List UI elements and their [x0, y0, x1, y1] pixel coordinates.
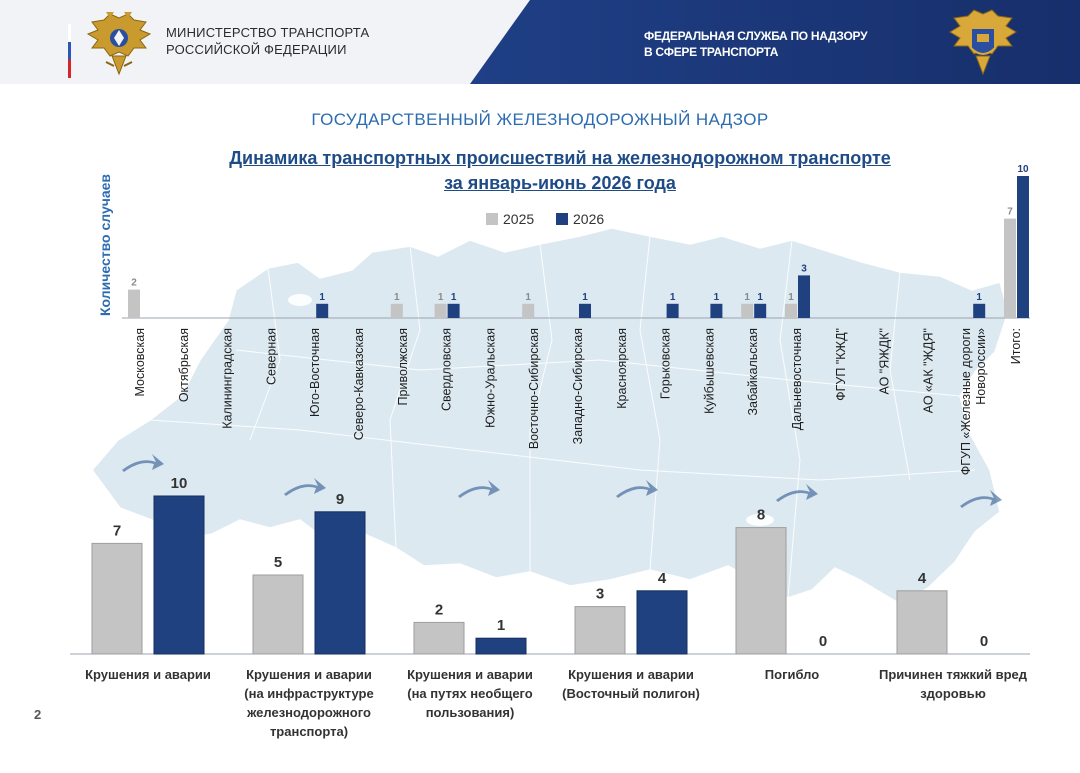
category-label: Куйбышевская [702, 328, 717, 414]
data-label-2026: 1 [713, 291, 720, 303]
bar-2026 [448, 304, 460, 318]
summary-label-2026: 4 [657, 569, 667, 587]
summary-label-2026: 1 [496, 617, 506, 635]
summary-category-label-line: Крушения и аварии [407, 667, 533, 682]
summary-category-label-line: Причинен тяжкий вред [878, 667, 1028, 682]
bar-2026 [1017, 176, 1029, 318]
data-label-2025: 1 [525, 291, 531, 303]
summary-category-label [879, 667, 1028, 701]
bar-2026 [798, 275, 810, 318]
bar-2026 [973, 304, 985, 318]
agency-line-1: ФЕДЕРАЛЬНАЯ СЛУЖБА ПО НАДЗОРУ [644, 29, 868, 43]
summary-category-label-line: Крушения и аварии [246, 667, 372, 682]
summary-bar-2026 [154, 496, 204, 654]
category-label: Восточно-Сибирская [527, 328, 542, 450]
data-label-2025: 1 [437, 291, 444, 303]
bar-2025 [391, 304, 403, 318]
category-label: Итого: [1009, 328, 1023, 365]
map-lake-shape [288, 294, 312, 306]
legend-swatch-2025 [486, 213, 498, 225]
legend-label-2026: 2026 [573, 211, 605, 227]
data-label-2025: 7 [1007, 206, 1013, 218]
bar-2026 [754, 304, 766, 318]
data-label-2026: 1 [450, 291, 457, 303]
category-label-line: Новороссии» [974, 328, 989, 405]
data-label-2026: 1 [669, 291, 676, 303]
data-label-2025: 2 [131, 277, 137, 289]
bar-2026 [667, 304, 679, 318]
summary-category-label-line: Погибло [764, 667, 820, 682]
category-label: АО «АК "ЖДЯ" [921, 328, 936, 414]
legend [486, 211, 604, 227]
data-label-2025: 1 [394, 291, 400, 303]
bar-2025 [785, 304, 797, 318]
section-title: ГОСУДАРСТВЕННЫЙ ЖЕЛЕЗНОДОРОЖНЫЙ НАДЗОР [311, 110, 769, 129]
bar-2025 [741, 304, 753, 318]
bar-2025 [435, 304, 447, 318]
legend-label-2025: 2025 [503, 211, 535, 227]
summary-bar-2025 [253, 575, 303, 654]
category-label: Дальневосточная [790, 328, 804, 431]
summary-category-label-line: пользования) [425, 705, 515, 720]
data-label-2026: 1 [976, 291, 982, 303]
category-label: Красноярская [614, 328, 629, 409]
summary-category-label [765, 667, 819, 682]
legend-swatch-2026 [556, 213, 568, 225]
summary-category-label-line: (на инфраструктуре [244, 686, 374, 701]
summary-category-label [407, 667, 533, 720]
bar-2026 [710, 304, 722, 318]
category-label: ФГУП "КЖД" [833, 328, 848, 401]
bar-2025 [128, 290, 140, 318]
summary-label-2026: 9 [335, 490, 345, 508]
ministry-line-2: РОССИЙСКОЙ ФЕДЕРАЦИИ [166, 42, 347, 57]
agency-line-2: В СФЕРЕ ТРАНСПОРТА [644, 45, 779, 59]
bar-2025 [522, 304, 534, 318]
summary-bar-2025 [575, 607, 625, 654]
category-label-line: ФГУП «Железные дороги [959, 328, 974, 476]
summary-label-2025: 3 [595, 585, 605, 603]
summary-label-2026: 10 [170, 475, 188, 492]
summary-category-label-line: Крушения и аварии [85, 667, 211, 682]
summary-label-2025: 4 [917, 569, 927, 587]
category-label: Октябрьская [176, 328, 191, 403]
chart-title-line-1: Динамика транспортных происшествий на железнодорожном транспорте [229, 148, 891, 168]
summary-category-label [85, 667, 211, 682]
category-label: Северная [264, 328, 279, 386]
summary-label-2025: 5 [273, 554, 283, 571]
category-label: Калининградская [220, 328, 235, 429]
data-label-2025: 1 [744, 291, 750, 303]
summary-category-label [244, 667, 373, 739]
category-label: Юго-Восточная [308, 328, 323, 417]
ministry-line-1: МИНИСТЕРСТВО ТРАНСПОРТА [166, 25, 370, 40]
summary-category-label [562, 667, 700, 701]
category-label: Западно-Сибирская [571, 328, 585, 445]
summary-category-label-line: здоровью [920, 686, 986, 701]
summary-label-2025: 8 [756, 506, 766, 524]
summary-label-2025: 7 [112, 522, 122, 540]
data-label-2026: 1 [319, 291, 325, 303]
category-label: Горьковская [658, 328, 673, 400]
summary-category-label-line: Крушения и аварии [568, 667, 694, 682]
page-number: 2 [34, 707, 42, 722]
category-label: Южно-Уральская [483, 328, 498, 428]
summary-label-2025: 2 [434, 601, 444, 619]
summary-label-2026: 0 [818, 633, 828, 650]
summary-bar-2026 [637, 591, 687, 654]
data-label-2025: 1 [788, 291, 794, 303]
summary-bar-2025 [92, 543, 142, 654]
summary-label-2026: 0 [979, 633, 989, 650]
chart-title-line-2: за январь-июнь 2026 года [444, 173, 676, 193]
summary-category-label-line: железнодорожного [247, 705, 371, 720]
summary-category-label-line: транспорта) [269, 724, 349, 739]
bar-2026 [579, 304, 591, 318]
bar-2025 [1004, 219, 1016, 318]
category-label: Свердловская [439, 328, 454, 412]
data-label-2026: 10 [1017, 164, 1029, 175]
summary-category-label-line: (на путях необщего [407, 686, 533, 701]
summary-bar-2026 [315, 512, 365, 654]
summary-category-label-line: (Восточный полигон) [562, 686, 700, 701]
summary-bar-2026 [476, 638, 526, 654]
category-label: Приволжская [395, 328, 410, 406]
data-label-2026: 1 [582, 291, 588, 303]
summary-bar-2025 [414, 622, 464, 654]
category-label: АО "ЯЖДК" [877, 328, 892, 395]
category-label: Северо-Кавказская [352, 328, 366, 441]
summary-bar-2025 [897, 591, 947, 654]
data-label-2026: 1 [757, 291, 763, 303]
summary-bar-2025 [736, 528, 786, 654]
category-label: Московская [133, 328, 147, 397]
top-chart-y-axis-label: Количество случаев [97, 173, 113, 317]
category-label: Забайкальская [746, 328, 761, 416]
data-label-2026: 3 [801, 263, 807, 275]
bar-2026 [316, 304, 328, 318]
